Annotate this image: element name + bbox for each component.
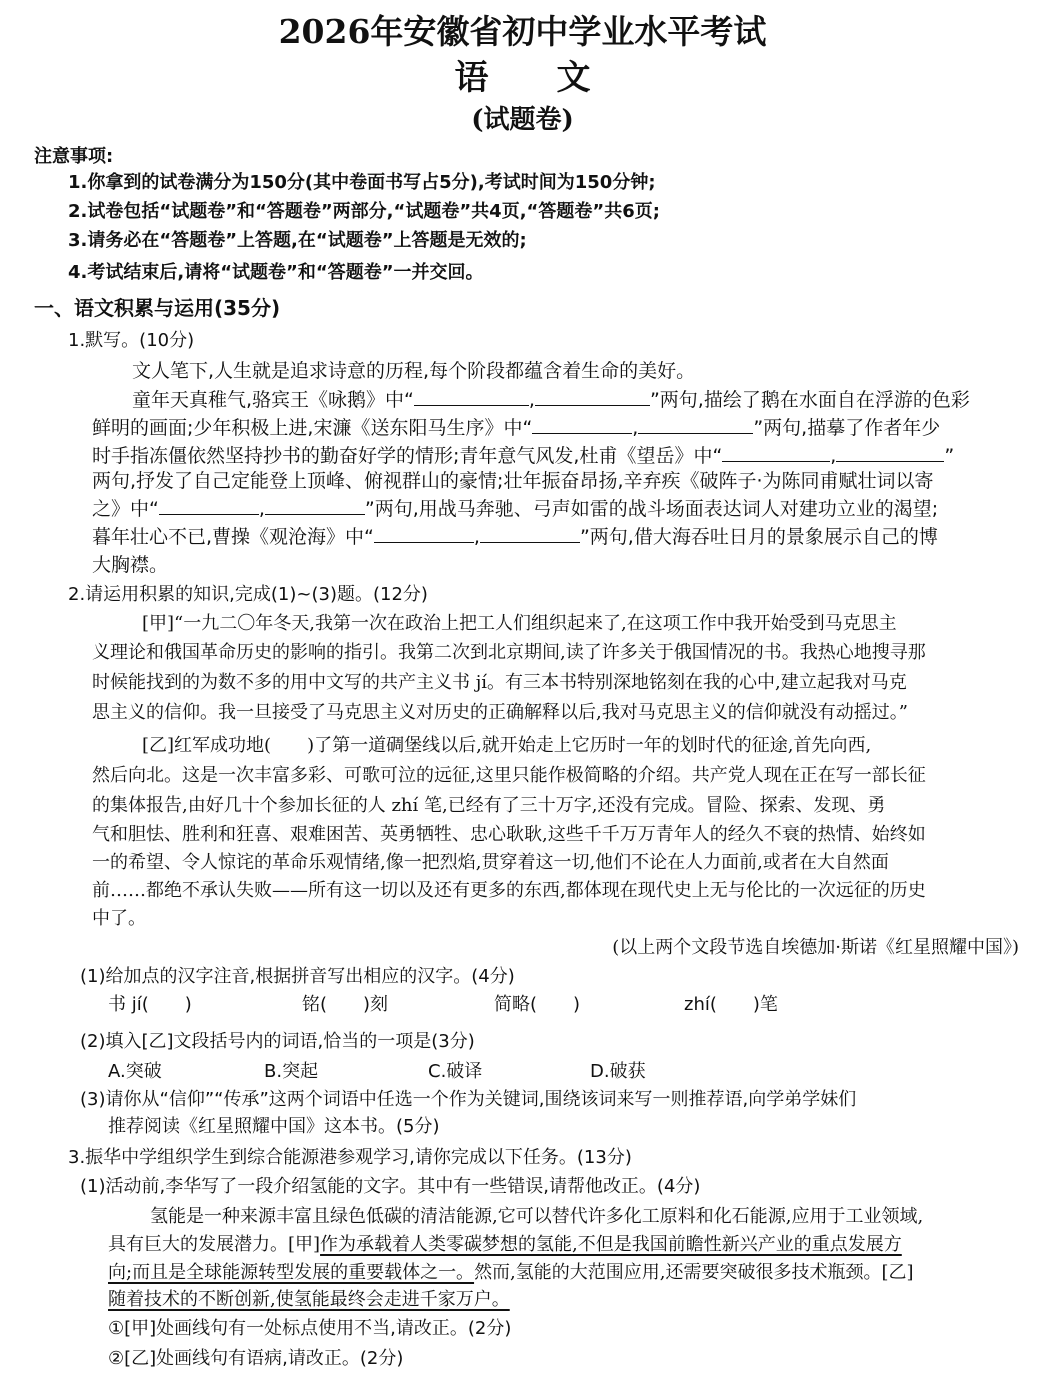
answer-blank[interactable] (414, 388, 529, 406)
passage-line: 具有巨大的发展潜力。[甲]作为承载着人类零碳梦想的氢能,不但是我国前瞻性新兴产业的重点发展方 (108, 1234, 902, 1255)
notice-item: 4.考试结束后,请将“试题卷”和“答题卷”一并交回。 (68, 262, 484, 283)
option-b[interactable]: B.突起 (264, 1061, 319, 1082)
passage-line: 前……都绝不承认失败——所有这一切以及还有更多的东西,都体现在现代史上无与伦比的一次远征的历史 (92, 880, 926, 901)
notice-item: 1.你拿到的试卷满分为150分(其中卷面书写占5分),考试时间为150分钟; (68, 172, 656, 193)
section-heading: 一、语文积累与运用(35分) (34, 296, 281, 320)
sub-question: 推荐阅读《红星照耀中国》这本书。(5分) (108, 1116, 440, 1137)
option-d[interactable]: D.破获 (590, 1061, 646, 1082)
sub-question: (2)填入[乙]文段括号内的词语,恰当的一项是(3分) (80, 1031, 475, 1052)
passage-line: 氢能是一种来源丰富且绿色低碳的清洁能源,它可以替代许多化工原料和化石能源,应用于工业领域, (150, 1206, 924, 1227)
question-intro: 文人笔下,人生就是追求诗意的历程,每个阶段都蕴含着生命的美好。 (132, 360, 696, 382)
answer-item[interactable]: 简略( ) (494, 994, 581, 1015)
answer-blank[interactable] (480, 525, 580, 543)
passage-line: 中了。 (92, 908, 146, 929)
option-a[interactable]: A.突破 (108, 1061, 162, 1082)
subject-title: 语 文 (454, 58, 591, 98)
q1-line: 大胸襟。 (92, 554, 169, 576)
passage-line: 然后向北。这是一次丰富多彩、可歌可泣的远征,这里只能作极简略的介绍。共产党人现在正在写一部长征 (92, 765, 926, 786)
sub-question: (1)给加点的汉字注音,根据拼音写出相应的汉字。(4分) (80, 966, 515, 987)
q1-line: 童年天真稚气,骆宾王《咏鹅》中“ , ”两句,描绘了鹅在水面自在浮游的色彩 (132, 389, 970, 411)
passage-line: 一的希望、令人惊诧的革命乐观情绪,像一把烈焰,贯穿着这一切,他们不论在人力面前,或者在大自然面 (92, 852, 889, 873)
passage-line: 的集体报告,由好几十个参加长征的人 zhí 笔,已经有了三十万字,还没有完成。冒险、探索、发现、勇 (92, 795, 886, 816)
paper-label: (试题卷) (471, 105, 574, 135)
underlined-sentence-jia: 向;而且是全球能源转型发展的重要载体之一。 (108, 1262, 475, 1283)
option-c[interactable]: C.破译 (428, 1061, 483, 1082)
passage-line (108, 1285, 510, 1311)
passage-line: 时候能找到的为数不多的用中文写的共产主义书 jí。有三本书特别深地铭刻在我的心中,建立起我对马克 (92, 672, 907, 693)
answer-item[interactable]: zhí( )笔 (684, 994, 778, 1015)
q1-line: 之》中“ , ”两句,用战马奔驰、弓声如雷的战斗场面表达词人对建功立业的渴望; (92, 498, 939, 520)
task-item: ①[甲]处画线句有一处标点使用不当,请改正。(2分) (108, 1318, 512, 1339)
underlined-sentence-yi: 随着技术的不断创新,使氢能最终会走进千家万户。 (108, 1289, 510, 1310)
notice-heading: 注意事项: (34, 146, 114, 167)
answer-blank[interactable] (836, 444, 944, 462)
notice-item: 3.请务必在“答题卷”上答题,在“试题卷”上答题是无效的; (68, 230, 527, 251)
source-note: (以上两个文段节选自埃德加·斯诺《红星照耀中国》) (612, 937, 1019, 958)
question-title: 1.默写。(10分) (68, 330, 195, 351)
q1-line: 时手指冻僵依然坚持抄书的勤奋好学的情形;青年意气风发,杜甫《望岳》中“ , ” (92, 445, 955, 467)
task-item: ②[乙]处画线句有语病,请改正。(2分) (108, 1348, 404, 1369)
passage-line: 向;而且是全球能源转型发展的重要载体之一。然而,氢能的大范围应用,还需要突破很多技术瓶颈。[乙] (108, 1262, 914, 1283)
sub-question: (1)活动前,李华写了一段介绍氢能的文字。其中有一些错误,请帮他改正。(4分) (80, 1176, 701, 1197)
underlined-sentence-jia: 作为承载着人类零碳梦想的氢能,不但是我国前瞻性新兴产业的重点发展方 (320, 1234, 902, 1255)
question-title: 3.振华中学组织学生到综合能源港参观学习,请你完成以下任务。(13分) (68, 1147, 632, 1168)
passage-line: 气和胆怯、胜利和狂喜、艰难困苦、英勇牺牲、忠心耿耿,这些千千万万青年人的经久不衰的热情、始终如 (92, 824, 926, 845)
q1-line: 两句,抒发了自己定能登上顶峰、俯视群山的豪情;壮年振奋昂扬,辛弃疾《破阵子·为陈同甫赋壮词以寄 (92, 470, 934, 492)
sub-question: (3)请你从“信仰”“传承”这两个词语中任选一个作为关键词,围绕该词来写一则推荐语,向学弟学妹们 (80, 1089, 857, 1110)
answer-item[interactable]: 铭( )刻 (302, 994, 389, 1015)
answer-blank[interactable] (722, 444, 830, 462)
passage-line: 思主义的信仰。我一旦接受了马克思主义对历史的正确解释以后,我对马克思主义的信仰就没有动摇过。” (92, 702, 908, 723)
notice-item: 2.试卷包括“试题卷”和“答题卷”两部分,“试题卷”共4页,“答题卷”共6页; (68, 201, 660, 222)
question-title: 2.请运用积累的知识,完成(1)~(3)题。(12分) (68, 584, 428, 605)
answer-blank[interactable] (374, 525, 474, 543)
q1-line: 鲜明的画面;少年积极上进,宋濂《送东阳马生序》中“ , ”两句,描摹了作者年少 (92, 417, 941, 439)
passage-line: [甲]“一九二〇年冬天,我第一次在政治上把工人们组织起来了,在这项工作中我开始受到马克思主 (142, 613, 897, 634)
answer-blank[interactable] (159, 497, 259, 515)
answer-blank[interactable] (265, 497, 365, 515)
answer-blank[interactable] (532, 416, 632, 434)
answer-blank[interactable] (638, 416, 753, 434)
q1-line: 暮年壮心不已,曹操《观沧海》中“ , ”两句,借大海吞吐日月的景象展示自己的博 (92, 526, 938, 548)
answer-item[interactable]: 书 jí( ) (108, 994, 192, 1015)
passage-line: 义理论和俄国革命历史的影响的指引。我第二次到北京期间,读了许多关于俄国情况的书。我热心地搜寻那 (92, 642, 926, 663)
exam-title: 2026年安徽省初中学业水平考试 (278, 12, 767, 51)
answer-blank[interactable] (535, 388, 650, 406)
passage-line: [乙]红军成功地( )了第一道碉堡线以后,就开始走上它历时一年的划时代的征途,首先向西, (142, 735, 872, 756)
